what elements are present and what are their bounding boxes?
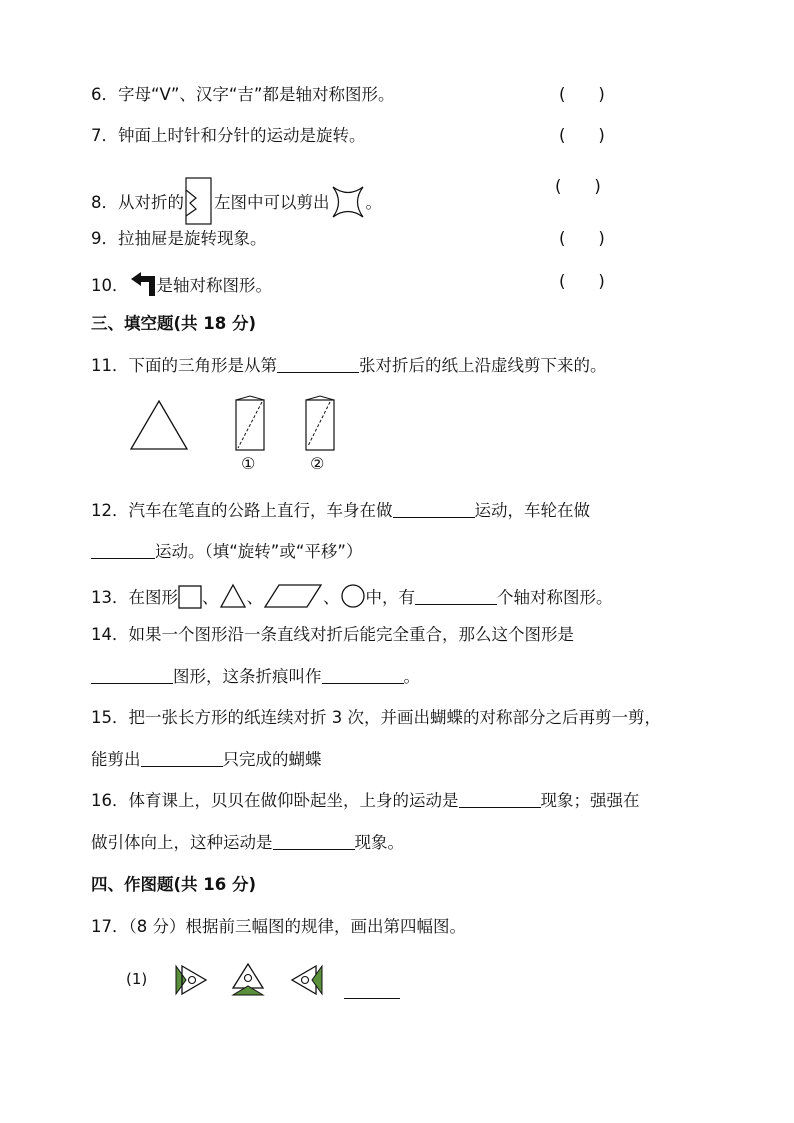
question-text: 现象；强强在 [540, 791, 640, 810]
answer-parentheses-10[interactable]: ( ) [559, 272, 605, 291]
question-11 [91, 355, 607, 377]
answer-parentheses-9[interactable]: ( ) [559, 229, 605, 248]
question-number: 12． [91, 501, 129, 520]
question-text: 左图中可以剪出 [214, 193, 330, 212]
question-text: 下面的三角形是从第 [128, 356, 277, 375]
question-17 [91, 916, 466, 938]
answer-blank[interactable] [415, 588, 497, 605]
question-text: 在图形 [128, 588, 178, 607]
question-number: 17． [91, 917, 129, 936]
question-number: 10． [91, 276, 129, 295]
circle-shape-icon [340, 583, 366, 609]
answer-blank[interactable] [141, 750, 223, 767]
question-text: 做引体向上，这种运动是 [91, 833, 273, 852]
folded-paper-option-1 [232, 394, 268, 452]
question-text: 汽车在笔直的公路上直行，车身在做 [128, 501, 393, 520]
question-16-cont [91, 832, 404, 854]
question-text: 运动，车轮在做 [474, 501, 590, 520]
question-14-cont [91, 666, 420, 688]
question-text: 。 [403, 667, 420, 686]
question-text: 只完成的蝴蝶 [222, 750, 322, 769]
question-text: 从对折的 [118, 193, 184, 212]
answer-blank[interactable] [91, 667, 173, 684]
answer-blank[interactable] [277, 356, 359, 373]
triangle-shape-icon [219, 583, 247, 609]
option-label-1: ① [241, 454, 256, 473]
sub-question-label: (1) [126, 970, 148, 988]
question-16 [91, 790, 640, 812]
question-number: 16． [91, 791, 129, 810]
answer-parentheses-7[interactable]: ( ) [559, 126, 605, 145]
question-number: 9． [91, 229, 118, 248]
question-text: 运动。（填“旋转”或“平移”） [155, 542, 363, 561]
answer-blank[interactable] [393, 501, 475, 518]
pattern-figure-2 [229, 960, 267, 998]
question-number: 11． [91, 356, 129, 375]
question-text: 图形，这条折痕叫作 [173, 667, 322, 686]
answer-blank[interactable] [322, 667, 404, 684]
question-text: 中，有 [365, 588, 415, 607]
answer-blank[interactable] [459, 791, 541, 808]
question-text: 体育课上，贝贝在做仰卧起坐，上身的运动是 [128, 791, 459, 810]
question-14 [91, 624, 574, 646]
answer-parentheses-8[interactable]: ( ) [555, 177, 601, 196]
question-text: 字母“V”、汉字“吉”都是轴对称图形。 [118, 85, 395, 104]
question-text: 现象。 [354, 833, 404, 852]
question-8 [91, 176, 382, 226]
question-text: 是轴对称图形。 [156, 276, 272, 295]
separator: 、 [202, 588, 219, 607]
parallelogram-shape-icon [263, 583, 323, 609]
question-number: 14． [91, 625, 129, 644]
question-15-cont [91, 749, 322, 771]
separator: 、 [246, 588, 263, 607]
answer-blank[interactable] [344, 998, 400, 999]
four-point-star-cutout-icon [330, 184, 366, 220]
question-10 [91, 271, 272, 297]
answer-blank[interactable] [91, 542, 155, 559]
folded-paper-option-2 [302, 394, 338, 452]
question-6 [91, 84, 394, 106]
question-text: 钟面上时针和分针的运动是旋转。 [118, 126, 366, 145]
separator: 、 [323, 588, 340, 607]
section-heading-4: 四、作图题(共 16 分) [91, 875, 257, 894]
option-label-2: ② [310, 454, 325, 473]
question-number: 13． [91, 588, 129, 607]
question-number: 6． [91, 85, 118, 104]
section-heading-3: 三、填空题(共 18 分) [91, 314, 257, 333]
folded-paper-icon [184, 176, 214, 226]
question-text: 把一张长方形的纸连续对折 3 次，并画出蝴蝶的对称部分之后再剪一剪， [128, 708, 661, 727]
bent-arrow-icon [129, 271, 157, 297]
question-text: （8 分）根据前三幅图的规律，画出第四幅图。 [128, 917, 466, 936]
question-number: 15． [91, 708, 129, 727]
question-text: 。 [365, 193, 382, 212]
question-number: 7． [91, 126, 118, 145]
question-12-cont [91, 541, 362, 563]
question-15 [91, 707, 661, 729]
question-12 [91, 500, 590, 522]
question-text: 如果一个图形沿一条直线对折后能完全重合，那么这个图形是 [128, 625, 574, 644]
question-text: 个轴对称图形。 [497, 588, 613, 607]
pattern-figure-1 [172, 962, 210, 998]
triangle-figure [128, 398, 190, 452]
question-13 [91, 583, 613, 609]
answer-parentheses-6[interactable]: ( ) [559, 85, 605, 104]
answer-blank[interactable] [273, 833, 355, 850]
question-text: 张对折后的纸上沿虚线剪下来的。 [359, 356, 607, 375]
question-7 [91, 125, 366, 147]
pattern-figure-3 [288, 962, 326, 998]
question-text: 拉抽屉是旋转现象。 [118, 229, 267, 248]
question-text: 能剪出 [91, 750, 141, 769]
question-number: 8． [91, 193, 118, 212]
question-9 [91, 228, 267, 250]
square-shape-icon [178, 585, 202, 609]
